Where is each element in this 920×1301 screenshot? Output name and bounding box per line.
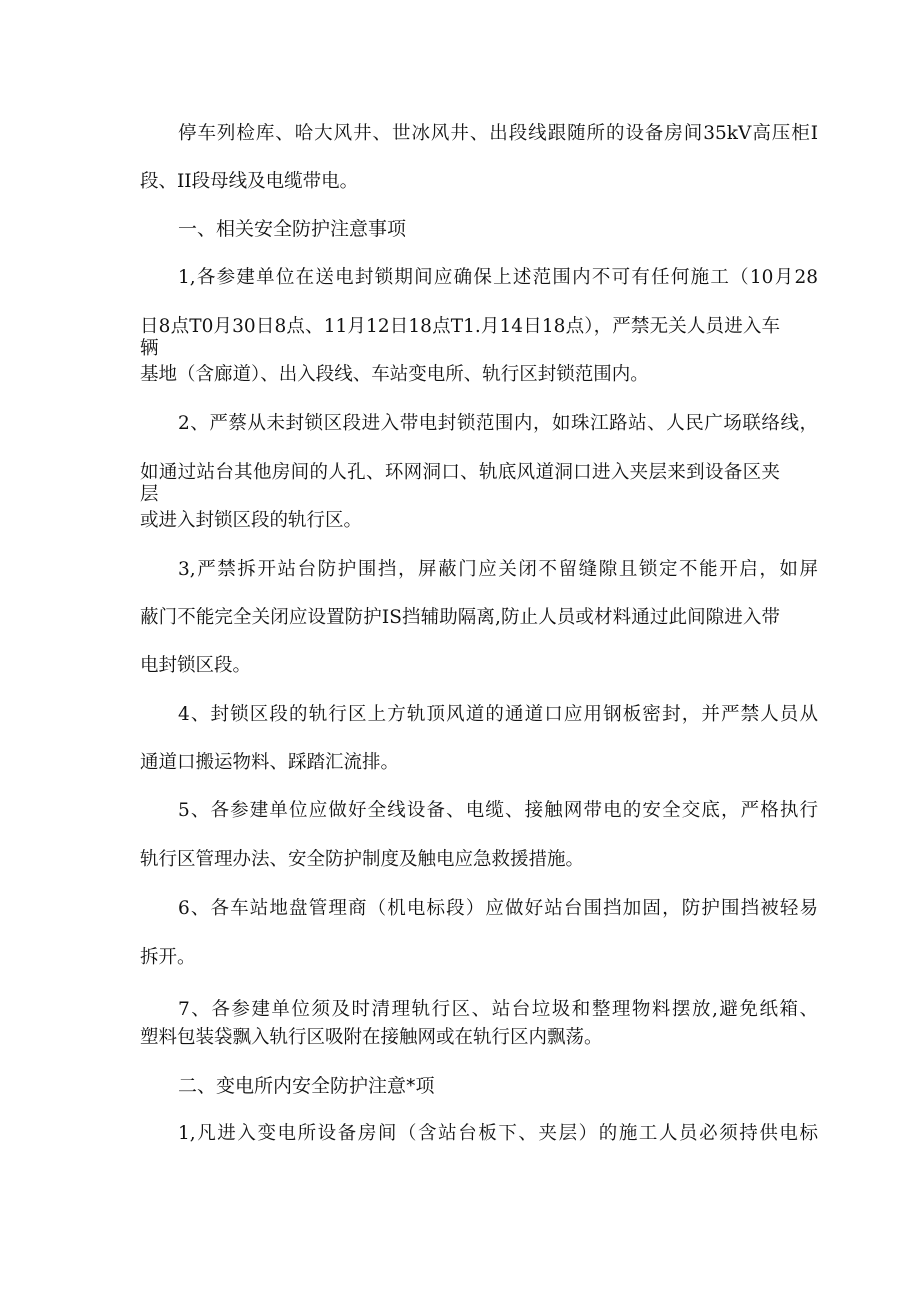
s1-item2-line-2: 如通过站台其他房间的人孔、环网洞口、轨底风道洞口进入夹层来到设备区夹层	[140, 462, 780, 505]
s1-item2-line-3: 或进入封锁区段的轨行区。	[140, 510, 363, 531]
s2-item1-line-1: 1,凡进入变电所设备房间（含站台板下、夹层）的施工人员必须持供电标	[178, 1123, 818, 1144]
s1-item7-line-2: 塑料包装袋飘入轨行区吸附在接触网或在轨行区内飘荡。	[140, 1027, 603, 1048]
s1-item3-line-2: 蔽门不能完全关闭应设置防护IS挡辅助隔离,防止人员或材料通过此间隙进入带	[140, 607, 780, 628]
s1-item4-line-1: 4、封锁区段的轨行区上方轨顶风道的通道口应用钢板密封，并严禁人员从	[178, 704, 818, 725]
s1-item1-line-2: 日8点T0月30日8点、11月12日18点T1.月14日18点），严禁无关人员进入车辆	[140, 316, 780, 359]
s1-item6-line-2: 拆开。	[140, 947, 196, 968]
intro-line-2: 段、II段母线及电缆带电。	[140, 171, 359, 192]
section-2-heading: 二、变电所内安全防护注意*项	[178, 1075, 435, 1097]
intro-line-1: 停车列检库、哈大风井、世冰风井、出段线跟随所的设备房间35kV高压柜I	[178, 123, 818, 144]
s1-item5-line-1: 5、各参建单位应做好全线设备、电缆、接触网带电的安全交底，严格执行	[178, 800, 818, 821]
s1-item5-line-2: 轨行区管理办法、安全防护制度及触电应急救援措施。	[140, 849, 585, 870]
s1-item7-line-1: 7、各参建单位须及时清理轨行区、站台垃圾和整理物料摆放,避免纸箱、	[178, 999, 818, 1020]
s1-item2-line-1: 2、严蔡从未封锁区段进入带电封锁范围内，如珠江路站、人民广场联络线，	[178, 413, 818, 434]
s1-item4-line-2: 通道口搬运物料、踩踏汇流排。	[140, 752, 400, 773]
s1-item3-line-1: 3,严禁拆开站台防护围挡，屏蔽门应关闭不留缝隙且锁定不能开启，如屏	[178, 559, 818, 580]
s1-item1-line-1: 1,各参建单位在送电封锁期间应确保上述范围内不可有任何施工（10月28	[178, 267, 818, 288]
section-1-heading: 一、相关安全防护注意事项	[178, 218, 407, 240]
s1-item1-line-3: 基地（含廊道）、出入段线、车站变电所、轨行区封锁范围内。	[140, 364, 649, 385]
s1-item6-line-1: 6、各车站地盘管理商（机电标段）应做好站台围挡加固，防护围挡被轻易	[178, 898, 818, 919]
s1-item3-line-3: 电封锁区段。	[140, 655, 252, 676]
